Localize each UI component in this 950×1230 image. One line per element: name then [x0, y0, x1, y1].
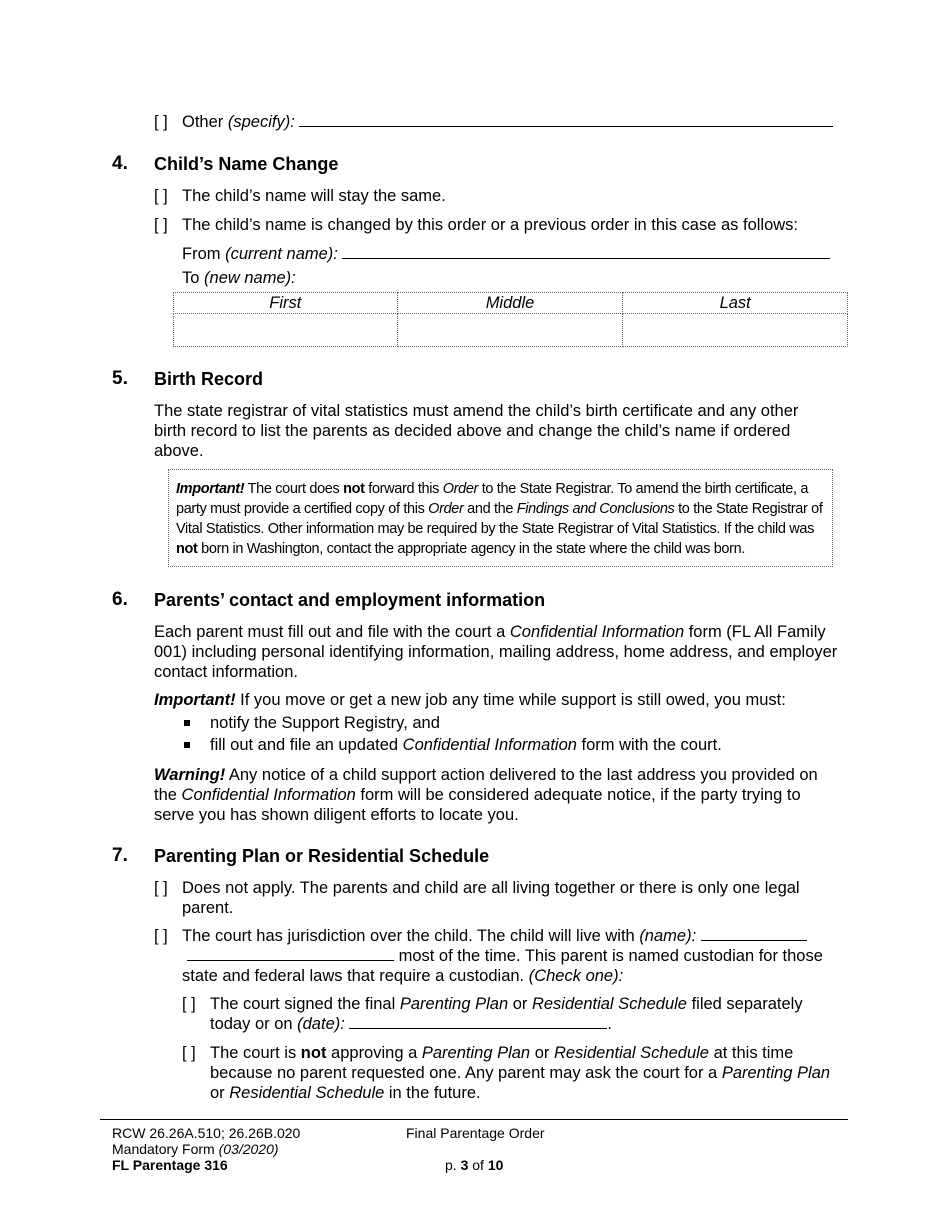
other-label: Other: [182, 113, 224, 131]
footer-page-number: p. 3 of 10: [445, 1157, 504, 1173]
footer-rcw: RCW 26.26A.510; 26.26B.020: [112, 1125, 301, 1141]
other-hint: (specify):: [227, 113, 295, 131]
section-6-number: 6.: [112, 589, 128, 610]
col-last: Last: [623, 293, 848, 314]
first-name-cell[interactable]: [174, 314, 398, 347]
obligations-list: [184, 713, 722, 757]
important-move-text: Important! If you move or get a new job any time while support is still owed, you must:: [154, 691, 786, 709]
col-middle: Middle: [397, 293, 623, 314]
checkbox-jurisdiction[interactable]: [ ]: [154, 927, 168, 945]
current-name-field[interactable]: [342, 245, 830, 259]
contact-info-text: Each parent must fill out and file with the court a Confidential Information form (FL All Family 001) including personal identifying information, mailing address, home address, and employer contact information.: [154, 623, 838, 681]
not-approving-text: The court is not approving a Parenting Plan or Residential Schedule at this time because no parent requested one. Any parent may ask the court for a Parenting Plan or Residential Schedule in the future.: [210, 1044, 831, 1102]
name-stay-text: The child’s name will stay the same.: [182, 187, 446, 205]
does-not-apply-text: Does not apply. The parents and child are all living together or there is only one legal parent.: [182, 879, 800, 917]
list-item: fill out and file an updated Confidential Information form with the court.: [184, 735, 722, 757]
jurisdiction-text: The court has jurisdiction over the child. The child will live with (name): most of the time. This parent is named custodian for those state and federal laws that require a custodian. (Check one):: [182, 927, 823, 985]
section-4-title: Child’s Name Change: [154, 154, 339, 174]
new-name-table: [173, 292, 848, 347]
to-row: [182, 268, 296, 288]
birth-record-text: The state registrar of vital statistics must amend the child’s birth certificate and any other birth record to list the parents as decided above and change the child’s name if ordered above.: [154, 402, 799, 460]
from-label: From: [182, 245, 221, 263]
other-option: [154, 112, 833, 132]
name-change-option: [154, 215, 798, 235]
plan-date-field[interactable]: [349, 1015, 607, 1029]
checkbox-name-change[interactable]: [ ]: [154, 216, 168, 234]
from-hint: (current name):: [225, 245, 338, 263]
jurisdiction-option: [154, 926, 844, 986]
footer-mandatory: Mandatory Form (03/2020): [112, 1141, 279, 1157]
footer-form-id: FL Parentage 316: [112, 1157, 228, 1173]
signed-plan-text: The court signed the final Parenting Plan or Residential Schedule filed separately today or on (date): .: [210, 995, 803, 1033]
to-hint: (new name):: [204, 269, 296, 287]
section-5-number: 5.: [112, 368, 128, 389]
warning-text: Warning! Any notice of a child support action delivered to the last address you provided on the Confidential Information form will be considered adequate notice, if the party trying to serve you has shown diligent efforts to locate you.: [154, 766, 818, 824]
list-item: notify the Support Registry, and: [184, 713, 722, 735]
section-5-title: Birth Record: [154, 369, 264, 389]
section-4-number: 4.: [112, 153, 128, 174]
checkbox-signed-plan[interactable]: [ ]: [182, 995, 196, 1013]
does-not-apply-option: [154, 878, 844, 918]
not-approving-option: [182, 1043, 844, 1103]
signed-plan-option: [182, 994, 844, 1034]
checkbox-name-stay[interactable]: [ ]: [154, 187, 168, 205]
custodian-name-field-cont[interactable]: [187, 947, 394, 961]
section-7-number: 7.: [112, 845, 128, 866]
col-first: First: [174, 293, 398, 314]
name-stay-option: [154, 186, 446, 206]
middle-name-cell[interactable]: [397, 314, 623, 347]
footer-divider: [100, 1119, 848, 1120]
footer-form-title: Final Parentage Order: [406, 1125, 545, 1141]
important-notice-box: Important! The court does not forward this Order to the State Registrar. To amend the birth certificate, a party must provide a certified copy of this Order and the Findings and Conclusions to the State Registrar of Vital Statistics. Other information may be required by the State Registrar of Vital Statistics. If the child was not born in Washington, contact the appropriate agency in the state where the child was born.: [168, 469, 833, 567]
section-7-title: Parenting Plan or Residential Schedule: [154, 846, 490, 866]
section-6-title: Parents’ contact and employment information: [154, 590, 546, 610]
warning-label: Warning!: [154, 766, 226, 784]
important-label-2: Important!: [154, 691, 236, 709]
footer-left: [112, 1125, 300, 1173]
checkbox-other[interactable]: [ ]: [154, 113, 168, 131]
other-specify-field[interactable]: [299, 113, 833, 127]
to-label: To: [182, 269, 200, 287]
custodian-name-field[interactable]: [701, 927, 807, 941]
checkbox-does-not-apply[interactable]: [ ]: [154, 879, 168, 897]
checkbox-not-approving[interactable]: [ ]: [182, 1044, 196, 1062]
name-change-text: The child’s name is changed by this order or a previous order in this case as follows:: [182, 216, 799, 234]
from-row: [182, 244, 830, 264]
last-name-cell[interactable]: [623, 314, 848, 347]
important-label: Important!: [176, 481, 245, 497]
